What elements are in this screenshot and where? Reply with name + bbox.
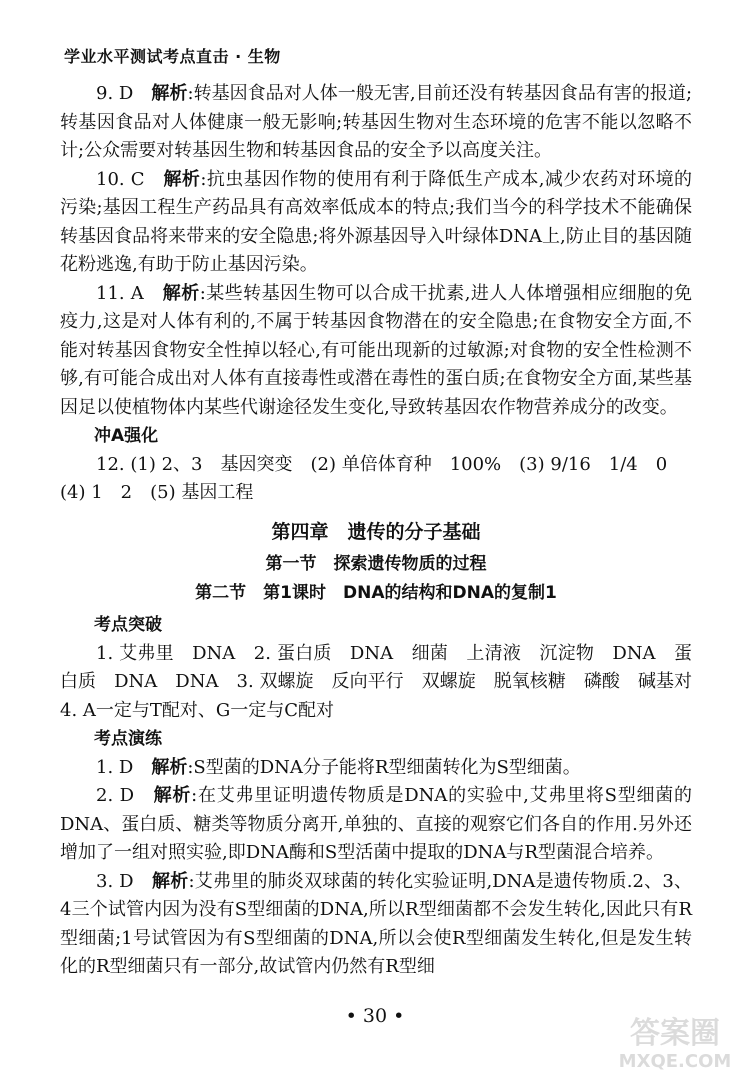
answer-item-12-line2: (4) 1 2 (5) 基因工程 xyxy=(60,482,254,503)
subheading-chong-a: 冲A强化 xyxy=(94,426,159,446)
answer-item-11 xyxy=(60,280,692,423)
answer-text: :S型菌的DNA分子能将R型细菌转化为S型细菌。 xyxy=(187,756,581,778)
analysis-keyword: 解析 xyxy=(152,870,189,892)
exercise-item-1 xyxy=(60,754,692,783)
exercise-item-2 xyxy=(60,782,692,868)
analysis-keyword: 解析 xyxy=(151,756,188,778)
watermark-top-text: 答案圈 xyxy=(630,1016,720,1051)
chapter-title: 第四章 遗传的分子基础 xyxy=(271,520,481,543)
answer-text: :抗虫基因作物的使用有利于降低生产成本,减少农药对环境的污染;基因工程生产药品具有高效率低成本的特点;我们当今的科学技术不能确保转基因食品将来带来的安全隐患;将外源基因导入叶绿体DNA上,防止目的基因随花粉逃逸,有助于防止基因污染。 xyxy=(60,168,693,275)
page-number: • 30 • xyxy=(345,1005,405,1027)
analysis-keyword: 解析 xyxy=(163,168,201,190)
section-title-2: 第二节 第1课时 DNA的结构和DNA的复制1 xyxy=(195,582,557,603)
answer-text: :某些转基因生物可以合成干扰素,进人人体增强相应细胞的免疫力,这是对人体有利的,不属于转基因食物潜在的安全隐患;在食物安全方面,不能对转基因食物安全性掉以轻心,有可能出现新的过敏源;对食物的安全性检测不够,有可能合成出对人体有直接毒性或潜在毒性的蛋白质;在食物安全方面,某些基因足以使植物体内某些代谢途径发生变化,导致转基因农作物营养成分的改变。 xyxy=(60,282,692,418)
answer-item-10 xyxy=(60,166,692,280)
answer-text: :艾弗里的肺炎双球菌的转化实验证明,DNA是遗传物质.2、3、4三个试管内因为没有S型细菌的DNA,所以R型细菌都不会发生转化,因此只有R型细菌;1号试管因为有S型细菌的DNA,所以会使R型细菌发生转化,但是发生转化的R型细菌只有一部分,故试管内仍然有R型细 xyxy=(60,870,693,977)
answer-number: 10. C xyxy=(96,168,145,190)
analysis-keyword: 解析 xyxy=(162,282,200,304)
answer-number: 1. D xyxy=(96,756,134,778)
analysis-keyword: 解析 xyxy=(153,785,192,806)
watermark-bottom-text: MXQE.COM xyxy=(618,1051,732,1072)
site-watermark-logo xyxy=(606,1005,744,1075)
answer-item-12-line1: 12. (1) 2、3 基因突变 (2) 单倍体育种 100% (3) 9/16 1/4 0 xyxy=(96,453,668,475)
page-content xyxy=(60,80,710,982)
section-title-1: 第一节 探索遗传物质的过程 xyxy=(265,554,487,574)
running-header: 学业水平测试考点直击 · 生物 xyxy=(64,47,281,66)
exercise-item-3 xyxy=(60,868,692,982)
kaodian-tupo-answers: 1. 艾弗里 DNA 2. 蛋白质 DNA 细菌 上清液 沉淀物 DNA 蛋白质 DNA DNA 3. 双螺旋 反向平行 双螺旋 脱氧核糖 磷酸 碱基对 4. A一定与T配对、G一定与C配对 xyxy=(60,642,710,721)
answer-number: 9. D xyxy=(96,83,134,104)
answer-text: :在艾弗里证明遗传物质是DNA的实验中,艾弗里将S型细菌的DNA、蛋白质、糖类等物质分离开,单独的、直接的观察它们各自的作用.另外还增加了一组对照实验,即DNA酶和S型活菌中提取的DNA与R型菌混合培养。 xyxy=(60,785,693,863)
subheading-kaodian-tupo: 考点突破 xyxy=(94,615,162,635)
answer-item-9 xyxy=(60,80,692,166)
analysis-keyword: 解析 xyxy=(151,83,188,104)
subheading-kaodian-yanlian: 考点演练 xyxy=(94,729,162,749)
answer-number: 3. D xyxy=(96,870,134,892)
answer-text: :转基因食品对人体一般无害,目前还没有转基因食品有害的报道;转基因食品对人体健康一般无影响;转基因生物对生态环境的危害不能以忽略不计;公众需要对转基因生物和转基因食品的安全予以高度关注。 xyxy=(60,83,693,161)
answer-number: 11. A xyxy=(96,282,144,304)
answer-number: 2. D xyxy=(96,785,135,806)
